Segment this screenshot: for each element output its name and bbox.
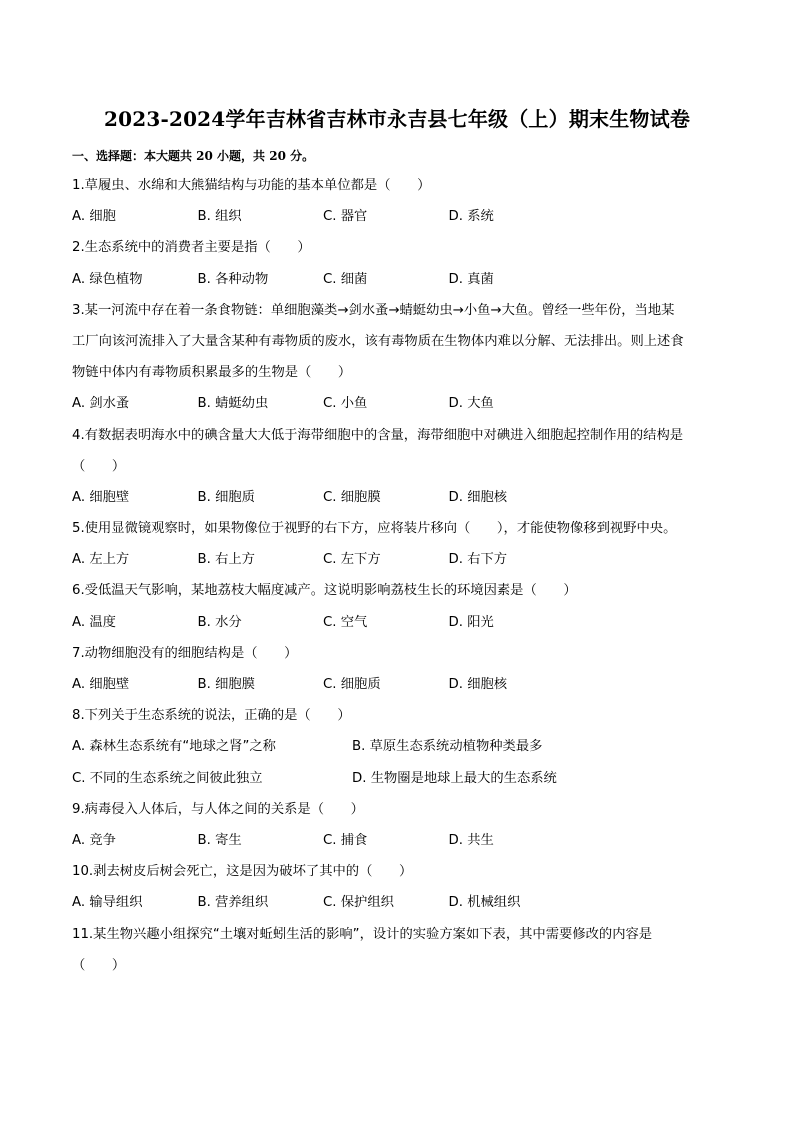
option-b: B. 细胞质 [197, 489, 255, 505]
option-d: D. 共生 [448, 832, 494, 848]
option-b: B. 草原生态系统动植物种类最多 [352, 739, 543, 755]
options-row [72, 887, 722, 918]
question-text: （ ） [72, 458, 126, 474]
question-list [72, 170, 722, 981]
options-row [72, 388, 722, 419]
options-row [72, 763, 722, 794]
option-c: C. 细菌 [323, 271, 368, 287]
question-text: 8.下列关于生态系统的说法，正确的是（ ） [72, 708, 351, 724]
options-row [72, 825, 722, 856]
option-c: C. 不同的生态系统之间彼此独立 [72, 770, 263, 786]
question-11 [72, 919, 722, 981]
question-text: 11.某生物兴趣小组探究“土壤对蚯蚓生活的影响”，设计的实验方案如下表，其中需要修改的内容是 [72, 926, 653, 942]
option-b: B. 水分 [197, 614, 242, 630]
option-c: C. 细胞膜 [323, 489, 381, 505]
question-text: 3.某一河流中存在着一条食物链：单细胞藻类→剑水蚤→蜻蜓幼虫→小鱼→大鱼。曾经一些年份，当地某 [72, 302, 675, 318]
option-b: B. 各种动物 [197, 271, 269, 287]
question-text: （ ） [72, 957, 126, 973]
option-b: B. 蜻蜓幼虫 [197, 396, 269, 412]
option-a: A. 温度 [72, 614, 116, 630]
question-4 [72, 420, 722, 514]
option-b: B. 右上方 [197, 552, 255, 568]
question-text: 4.有数据表明海水中的碘含量大大低于海带细胞中的含量，海带细胞中对碘进入细胞起控制作用的结构是 [72, 427, 684, 443]
question-8 [72, 700, 722, 794]
section-heading: 一、选择题：本大题共 20 小题，共 20 分。 [72, 149, 315, 163]
option-a: A. 细胞壁 [72, 489, 130, 505]
question-text: 9.病毒侵入人体后，与人体之间的关系是（ ） [72, 801, 364, 817]
option-b: B. 营养组织 [197, 895, 269, 911]
option-d: D. 大鱼 [448, 396, 494, 412]
question-2 [72, 232, 722, 294]
question-text: 7.动物细胞没有的细胞结构是（ ） [72, 645, 298, 661]
question-text: 5.使用显微镜观察时，如果物像位于视野的右下方，应将装片移向（ ），才能使物像移到视野中央。 [72, 521, 677, 537]
option-d: D. 真菌 [448, 271, 494, 287]
option-d: D. 细胞核 [448, 677, 508, 692]
question-10 [72, 856, 722, 918]
question-text: 10.剥去树皮后树会死亡，这是因为破坏了其中的（ ） [72, 864, 413, 880]
option-c: C. 捕食 [323, 832, 368, 848]
question-7 [72, 638, 722, 700]
question-5 [72, 513, 722, 575]
option-c: C. 空气 [323, 614, 368, 630]
option-d: D. 系统 [448, 209, 494, 225]
options-row [72, 607, 722, 638]
option-a: A. 输导组织 [72, 895, 143, 911]
option-d: D. 机械组织 [448, 895, 521, 911]
option-a: A. 绿色植物 [72, 271, 143, 287]
question-text: 1.草履虫、水绵和大熊猫结构与功能的基本单位都是（ ） [72, 178, 431, 193]
option-a: A. 细胞壁 [72, 677, 130, 692]
option-c: C. 器官 [323, 209, 368, 225]
option-d: D. 右下方 [448, 552, 508, 568]
option-b: B. 细胞膜 [197, 677, 255, 692]
option-c: C. 保护组织 [323, 895, 394, 911]
question-9 [72, 794, 722, 856]
question-text: 6.受低温天气影响，某地荔枝大幅度减产。这说明影响荔枝生长的环境因素是（ ） [72, 583, 577, 599]
option-d: D. 阳光 [448, 614, 494, 630]
page-title: 2023-2024学年吉林省吉林市永吉县七年级（上）期末生物试卷 [103, 107, 691, 131]
option-d: D. 细胞核 [448, 489, 508, 505]
question-text: 物链中体内有毒物质积累最多的生物是（ ） [72, 365, 352, 381]
option-a: A. 细胞 [72, 209, 116, 225]
option-c: C. 左下方 [323, 552, 381, 568]
question-text: 2.生态系统中的消费者主要是指（ ） [72, 240, 311, 256]
options-row [72, 731, 722, 762]
question-1 [72, 170, 722, 232]
option-a: A. 竞争 [72, 832, 116, 848]
question-text: 工厂向该河流排入了大量含某种有毒物质的废水，该有毒物质在生物体内难以分解、无法排出。则上述食 [72, 333, 684, 349]
option-a: A. 森林生态系统有“地球之肾”之称 [72, 739, 276, 755]
option-b: B. 组织 [197, 209, 242, 225]
question-6 [72, 575, 722, 637]
option-c: C. 细胞质 [323, 677, 381, 692]
option-c: C. 小鱼 [323, 396, 368, 412]
options-row [72, 201, 722, 232]
option-d: D. 生物圈是地球上最大的生态系统 [352, 770, 557, 786]
option-a: A. 剑水蚤 [72, 396, 130, 412]
options-row [72, 264, 722, 295]
options-row [72, 544, 722, 575]
options-row [72, 482, 722, 513]
question-3 [72, 295, 722, 420]
options-row [72, 669, 722, 700]
option-b: B. 寄生 [197, 832, 242, 848]
option-a: A. 左上方 [72, 552, 130, 568]
